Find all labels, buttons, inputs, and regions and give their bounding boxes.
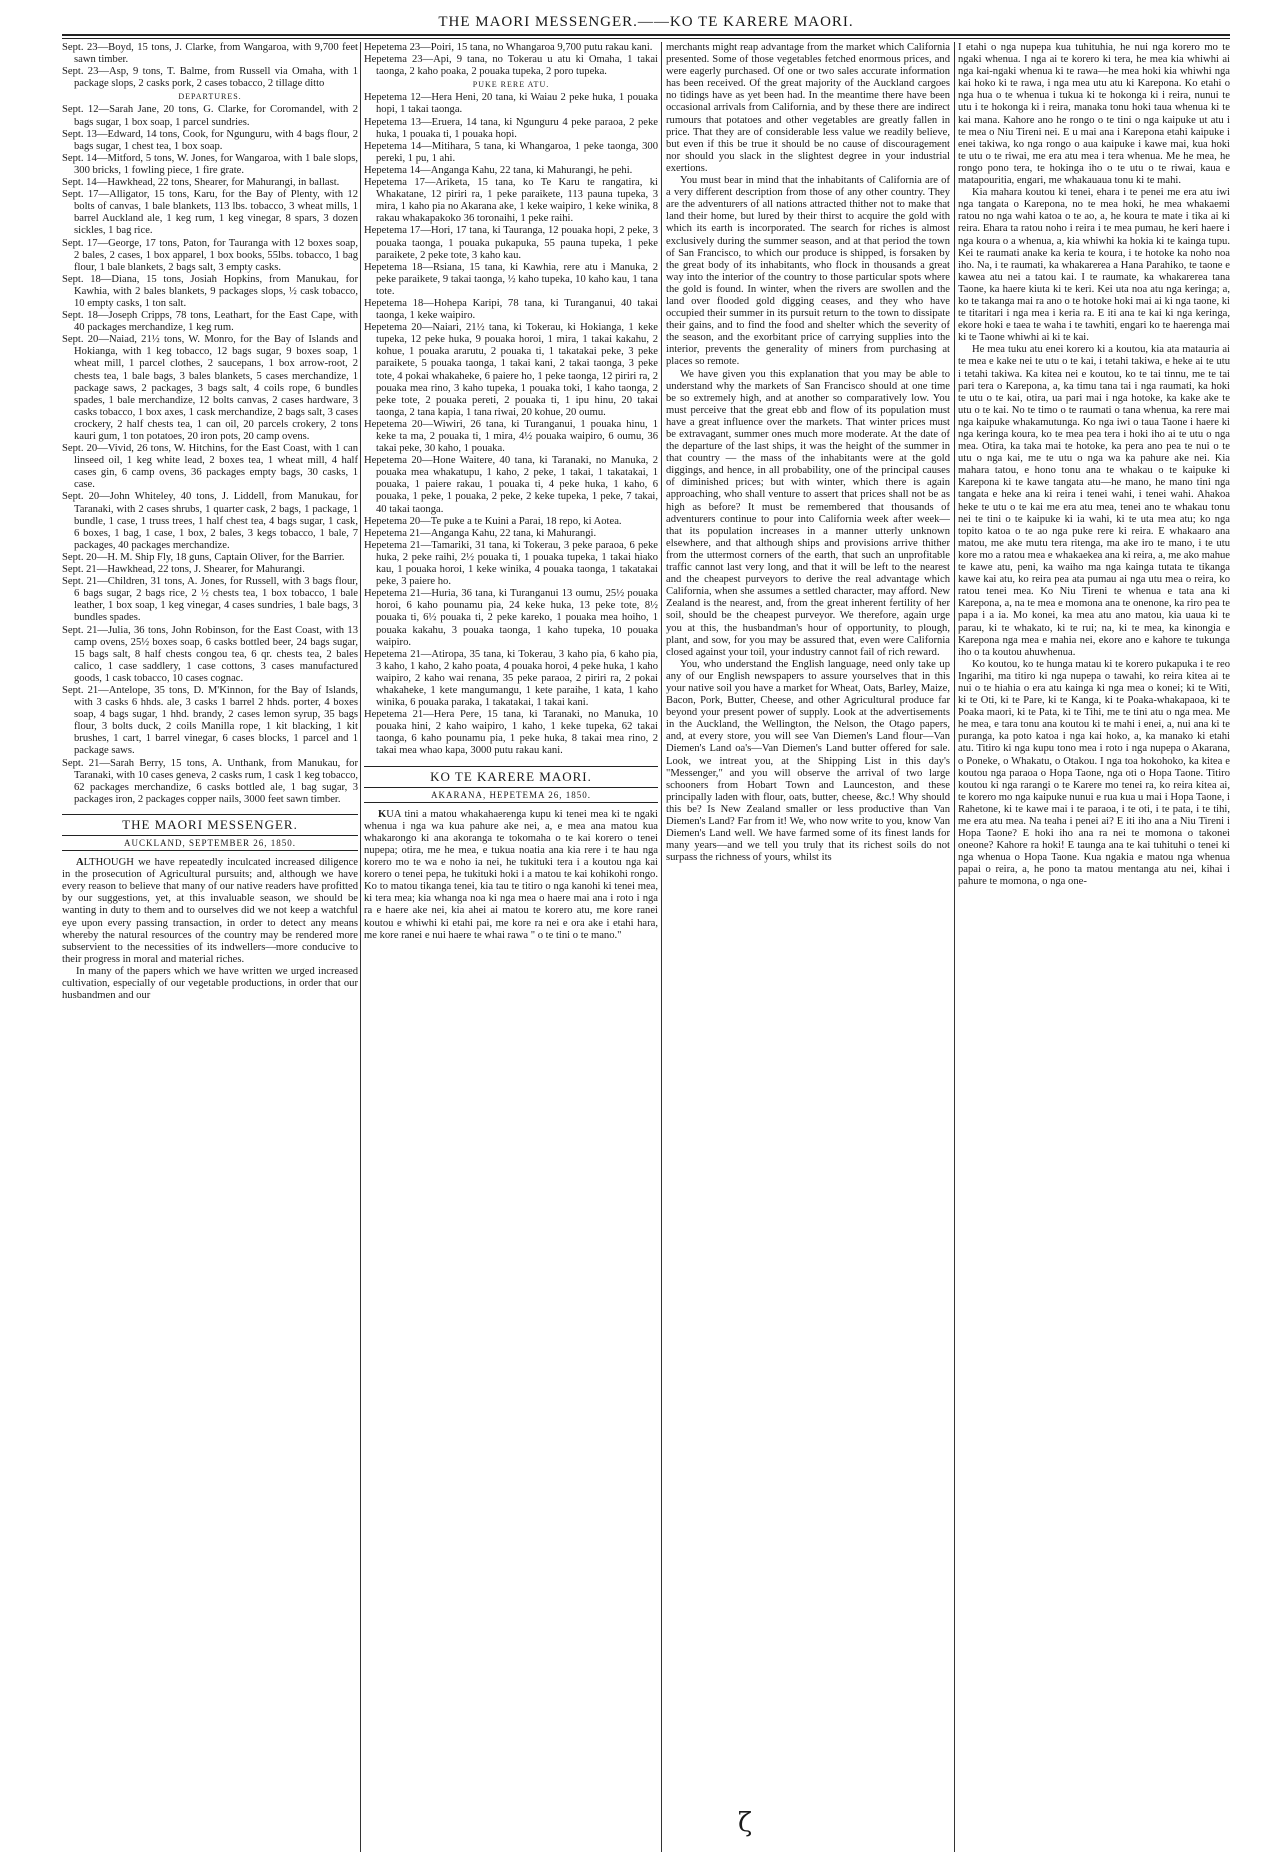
shipping-entry: Sept. 23—Asp, 9 tons, T. Balme, from Russell via Omaha, with 1 package slops, 2 casks pork, 2 cases tobacco, 2 tillage ditto [62, 66, 358, 90]
shipping-entry: Hepetema 21—Anganga Kahu, 22 tana, ki Mahurangi. [364, 527, 597, 539]
shipping-entry: Sept. 21—Sarah Berry, 15 tons, A. Unthank, from Manukau, for Taranaki, with 10 cases geneva, 2 casks rum, 1 cask 1 keg tobacco, 62 packages merchandize, 6 casks bottled ale, 1 bag sugar, 3 packages iron, 2 packages copper nails, 3000 feet sawn timber. [62, 757, 358, 805]
shipping-entry: Hepetema 13—Eruera, 14 tana, ki Ngunguru 4 peke paraoa, 2 peke huka, 1 pouaka ti, 1 pouaka hopi. [364, 116, 658, 140]
shipping-entry: Sept. 17—George, 17 tons, Paton, for Tauranga with 12 boxes soap, 2 bales, 2 cases, 1 box apparel, 1 box books, 55lbs. tobacco, 1 bag flour, 1 bale blankets, 2 bags salt, 3 empty casks. [62, 237, 358, 273]
masthead-maori [364, 766, 658, 803]
masthead-dateline: AKARANA, HEPETEMA 26, 1850. [364, 787, 658, 803]
shipping-entry: Sept. 20—Naiad, 21½ tons, W. Monro, for the Bay of Islands and Hokianga, with 1 keg tobacco, 12 bags sugar, 9 boxes soap, 1 wheat mill, 1 parcel clothes, 2 saucepans, 1 box arrow-root, 2 chests tea, 1 bale bags, 3 bales blankets, 5 cases merchandize, 1 package saws, 2 packages, 3 bags salt, 4 coils rope, 6 bundles spades, 1 bale merchandize, 12 bolts canvas, 2 cases hardware, 3 casks tobacco, 1 box axes, 1 cask merchandize, 2 bags salt, 3 cases crockery, 2 half chests tea, 1 can oil, 20 parcels crokery, 2 tons kauri gum, 1 ton potatoes, 20 iron pots, 20 camp ovens. [62, 334, 358, 442]
editorial-paragraph: Ko koutou, ko te hunga matau ki te korero pukapuka i te reo Ingarihi, ma titiro ki nga nupepa o tawahi, ko reira kitea ai te nui o te hiahia o era atu kainga ki nga mea o konei; ki te Witi, ki te Oti, ki te Pare, ki te Kanga, ki te Poaka-whakapaoa, ki te Poaka maori, ki te Pata, ki te Tihi, me te tini atu o nga mea. Me he mea, e tara tonu ana koutou ki te mahi i enei, a, nui ana ki te puranga, ka poto katoa i nga kai hoko, a, ka manako ki etahi atu. Titiro ki nga kupu tono mea i roto i nga nupepa o Akarana, o Poneke, o Whakatu, o Otakou. I nga toa hokohoko, ka kitea e koutou nga paraoa o Hopa Taone, nga oti o Hopa Taone. Titiro koutou ki nga rarangi o te Karere mo tenei ra, ko reira kitea ai, te korero mo nga kaipuke nunui e rua kua u mai i Hopa Taone, i Rahetone, ki te kawe mai i te paraoa, i te oti, i te pata, i te tihi, me era atu mea. Na teaha i penei ai? E iti iho ana a Niu Tireni i Hopa Taone? E hoki iho ana ra nei te momona o takonei oneone? Kahore ra hoki! E taunga ana te kai tuhituhi o tenei ki nga whenua o Hopa Taone. Kua ngakia e matou nga whenua papai o reira, a, he pono ta matou mentanga atu nei, kihai i pahure te momona, o nga one- [958, 658, 1230, 888]
shipping-entry: Sept. 14—Mitford, 5 tons, W. Jones, for Wangaroa, with 1 bale slops, 300 bricks, 1 fowling piece, 1 fire grate. [62, 152, 358, 176]
shipping-entry: Hepetema 17—Hori, 17 tana, ki Tauranga, 12 pouaka hopi, 2 peke, 3 pouaka taonga, 1 pouaka pukapuka, 55 pauna tupeka, 1 peke paraikete, 2 peke tote, 3 kaho kau. [364, 225, 658, 261]
shipping-entry: Sept. 13—Edward, 14 tons, Cook, for Ngunguru, with 4 bags flour, 2 bags sugar, 1 chest tea, 1 box soap. [62, 128, 358, 152]
masthead-english [62, 814, 358, 851]
shipping-entry: Hepetema 12—Hera Heni, 20 tana, ki Waiau 2 peke huka, 1 pouaka hopi, 1 takai taonga. [364, 92, 658, 116]
header-rule [62, 34, 1230, 39]
masthead-title: THE MAORI MESSENGER. [122, 816, 298, 832]
shipping-entry: Hepetema 20—Hone Waitere, 40 tana, ki Taranaki, no Manuka, 2 pouaka mea whakatupu, 1 kaho, 2 peke, 1 takai, 1 takatakai, 1 pouaka, 1 paiere rakau, 1 pouaka ti, 4 peke huka, 1 kaho, 6 pouaka, 1 peke, 1 pouaka, 2 peke, 2 keke tupeka, 1 peke, 7 takai, 40 takai taonga. [364, 455, 658, 515]
shipping-entry: Hepetema 21—Huria, 36 tana, ki Turanganui 13 oumu, 25½ pouaka horoi, 6 kaho pounamu pia, 24 keke huka, 13 peke tote, 8½ pouaka ti, 6½ pouaka ti, 2 peke kareko, 1 pouaka mea hoiho, 1 pouaka kakahu, 3 pouaka taonga, 1 kaho tupeka, 10 pouaka waipiro. [364, 588, 658, 648]
shipping-entry: Sept. 23—Boyd, 15 tons, J. Clarke, from Wangaroa, with 9,700 feet sawn timber. [62, 42, 358, 66]
shipping-entry: Hepetema 18—Rsiana, 15 tana, ki Kawhia, rere atu i Manuka, 2 peke paraikete, 9 takai taonga, ½ kaho tupeka, 10 kaho kau, 1 tana tote. [364, 261, 658, 297]
departures-heading: DEPARTURES. [178, 92, 242, 102]
departures-list [62, 104, 358, 805]
shipping-entry: Sept. 20—John Whiteley, 40 tons, J. Liddell, from Manukau, for Taranaki, with 2 cases shrubs, 1 quarter cask, 2 bags, 1 package, 1 bundle, 1 case, 1 truss trees, 1 half chest tea, 4 bags sugar, 1 cask, 6 boxes, 1 bag, 1 case, 1 box, 2 bales, 3 kegs tobacco, 1 bale, 7 packages, 40 packages merchandize. [62, 491, 358, 551]
shipping-entry: Hepetema 20—Wiwiri, 26 tana, ki Turanganui, 1 pouaka hinu, 1 keke ta ma, 2 pouaka ti, 1 mira, 4½ pouaka waipiro, 6 oumu, 36 takai peke, 30 kaho, 1 pouaka. [364, 418, 658, 455]
column-english-shipping [62, 42, 358, 1852]
masthead-dateline: AUCKLAND, SEPTEMBER 26, 1850. [62, 835, 358, 851]
newspaper-page [62, 12, 1230, 1852]
editorial-paragraph: I etahi o nga nupepa kua tuhituhia, he nui nga korero mo te ngaki whenua. I nga ai te korero ki tera, he mea kia whiwhi ai nga kai-ngaki whenua ki te rawa—he mea hoki kia whiwhi nga kai hoko ki te rawa, i nga mea utu atu ki Karepona. Ko etahi o nga hua o te whenua i tukua ki te hokonga ki i reira, nunui te utu i te hokonga ki i reira, manaka tonu hoki taua whenua ki te kai mana. Kahore ano he rongo o te tini o nga kaipuke ut atu i te mea o Niu Tireni nei. E u mai ana i Karepona etahi kaipuke i enei takiwa, ko nga rongo o aua kaipuke i kawe mai, kua hoki te utu o te riwai, me era atu mea i tera whenua. Me he mea, he rongo pono tera, te hokinga iho o te utu o te riwai, kaua e matapouritia, engari, me whakauaua tonu ki te mahi. [958, 42, 1230, 187]
departures-heading: PUKE RERE ATU. [472, 80, 550, 90]
shipping-entry: Hepetema 23—Api, 9 tana, no Tokerau u atu ki Omaha, 1 takai taonga, 2 kaho poaka, 2 pouaka tupeka, 2 poro tupeka. [364, 54, 658, 78]
editorial-paragraph: ALTHOUGH we have repeatedly inculcated increased diligence in the prosecution of Agricultural pursuits; and, although we have every reason to believe that many of our native readers have profitted by our suggestions, yet, at this invaluable season, we should be wanting in duty to them and to ourselves did we not keep a watchful eye upon every passing transaction, in order to detect any means whereby the natural resources of the country may be rendered more subservient to the necessities of its indwellers—more conducive to their progress in moral and material riches. [62, 857, 358, 965]
shipping-entry: Hepetema 14—Mitihara, 5 tana, ki Whangaroa, 1 peke taonga, 300 pereki, 1 pu, 1 ahi. [364, 140, 658, 164]
arrivals-list [62, 42, 358, 90]
shipping-entry: Sept. 17—Alligator, 15 tons, Karu, for the Bay of Plenty, with 12 bolts of canvas, 1 bale blankets, 113 lbs. tobacco, 3 wheat mills, 1 barrel Auckland ale, 1 keg rum, 1 keg vinegar, 8 spars, 3 dozen sickles, 1 bag rice. [62, 189, 358, 237]
shipping-entry: Sept. 18—Diana, 15 tons, Josiah Hopkins, from Manukau, for Kawhia, with 2 bales blankets, 9 packages slops, ½ cask tobacco, 10 empty casks, 1 ton salt. [62, 273, 358, 309]
column-maori-shipping [364, 42, 658, 1852]
shipping-entry: Hepetema 17—Ariketa, 15 tana, ko Te Karu te rangatira, ki Whakatane, 12 piriri ra, 1 peke paraikete, 113 pauna tupeka, 3 mira, 1 kaho pia no Akarana ake, 1 keke waipiro, 1 keke winika, 8 rakau whakapakoko 36 toronaihi, 1 peke raihi. [364, 177, 658, 225]
shipping-entry: Sept. 21—Hawkhead, 22 tons, J. Shearer, for Mahurangi. [62, 564, 305, 576]
shipping-entry: Sept. 20—Vivid, 26 tons, W. Hitchins, for the East Coast, with 1 can linseed oil, 1 keg white lead, 2 boxes tea, 1 wheat mill, 4 half cases gin, 6 camp ovens, 36 packages empty bags, 30 casks, 1 case. [62, 443, 358, 491]
ink-mark-icon: ζ [738, 1808, 753, 1838]
shipping-entry: Hepetema 20—Te puke a te Kuini a Parai, 18 repo, ki Aotea. [364, 515, 622, 527]
editorial-paragraph: In many of the papers which we have written we urged increased cultivation, especially of our vegetable productions, in order that our husbandmen and our [62, 965, 358, 1002]
editorial-paragraph: He mea tuku atu enei korero ki a koutou, kia ata matauria ai te mea e kake nei te utu o te kai, i tetahi takiwa, e heke ai te utu i tetahi takiwa. Ka kitea nei e koutou, ko te tai tinnu, me te tai pari tera o Karepona, a, ka timu tana tai i nga raumati, ka hoki te utu o te kai, otira, ua pari mai i nga hotoke, ka kake ake te utu o te kai. No te timo o te raumati o tana whenua, ka rere mai nga kaipuke whakamutunga. Ko nga iwi o taua Taone i haere ki nga keringa koura, ko te mea pea tera i hoki iho ai te utu o nga mea. Otira, ka taka mai te hotoke, ka pera ano pea te nui o te utu o nga kai, me te utu o nga wa ka pahure ake nei. Kia mahara tatou, e hono tonu ana te whakau o te kaipuke ki Karepona ki te kawe tangata atu—he mano, he mano tini nga tangata e heke ana ki reira i tenei wahi, i tenei wahi. Ahakoa heke te utu o te kai me era atu mea, tenei ano te whakau tonu nei te tini o te kaipuke ki ia wahi, ki te uta mea atu; ko nga topito katoa o te ao nga puke rere ki reira. E whakaaro ana matou, me ake mutu tera ritenga, ma ake iro te mano, i te utu kore mo a ratou mea e whakaekea ana ki reira, a, me ako mahue te kawe atu, peni, ka waiho ma nga kainga tutata te tikanga kawe kai atu, ko reira pea ata pumau ai nga utu mea o reira, ko ratou tenei mea. Ko Niu Tireni te whenua e tata ana ki Karepona, a, na te mea e momona ana te onenone, ka riro pea te papa i a ia. Mo konei, ka mea atu ano matou, kia uaua ki te parau, ki te whakato, ki te rui; na, ki te mea, ka kinongia e Karepona nga mea e mahia nei, ekore ano e kahore te tukunga iho o ta koutou ahuwhenua. [958, 344, 1230, 658]
editorial-paragraph: We have given you this explanation that you may be able to understand why the markets of San Francisco should at one time be so extremely high, and at another so comparatively low. You must perceive that the great ebb and flow of its population must have a great influence over the markets. That winter prices must be extravagant, summer ones much more moderate. At the date of the departure of the last ships, it was the height of the summer in that country — the mass of the inhabitants were at the gold diggings, and hence, in all probability, one of the principal causes of diminished prices; but with winter, which there is again approaching, who shall venture to assert that prices shall not be as high as before? It must be remembered that thousands of adventurers continue to pour into California week after week—that its population increases in a manner utterly unknown elsewhere, and that although ships and provisions arrive thither from the uttermost corners of the earth, that such an unprofitable traffic cannot last very long, and that it will be left to the nearest and the cheapest purveyors to derive the real advantage which California, when she assumes a settled character, may afford. New Zealand is the nearest, and, from the great inherent fertility of her soil, should be the cheapest purveyor. We therefore, again urge you at this, the husbandman's hour of opportunity, to plough, plant, and sow, for you may be assured that, even were California closed against your toil, your industry cannot fail of rich reward. [666, 368, 950, 658]
column-rule [954, 42, 955, 1852]
masthead-title: KO TE KARERE MAORI. [430, 768, 592, 784]
shipping-entry: Hepetema 14—Anganga Kahu, 22 tana, ki Mahurangi, he pehi. [364, 164, 633, 176]
shipping-entry: Sept. 14—Hawkhead, 22 tons, Shearer, for Mahurangi, in ballast. [62, 177, 340, 189]
shipping-entry: Sept. 18—Joseph Cripps, 78 tons, Leathart, for the East Cape, with 40 packages merchandize, 1 keg rum. [62, 310, 358, 334]
shipping-entry: Hepetema 21—Atiropa, 35 tana, ki Tokerau, 3 kaho pia, 6 kaho pia, 3 kaho, 1 kaho, 2 kaho poata, 4 pouaka horoi, 4 peke huka, 1 kaho waipiro, 2 kaho wai renana, 35 peke paraoa, 2 piriri ra, 2 pokai whakaheke, 1 kete mangumangu, 1 kete paraihe, 1 kata, 1 kaho winika, 6 pouaka paraka, 1 takatakai, 1 takai kani. [364, 648, 658, 709]
running-header: THE MAORI MESSENGER.——KO TE KARERE MAORI. [438, 14, 854, 30]
column-english-editorial [666, 42, 950, 1852]
editorial-paragraph: Kia mahara koutou ki tenei, ehara i te penei me era atu iwi nga tangata o Karepona, no te mea hoki, he mea whakaemi ratou no nga wahi katoa o te ao, a, he koura te mate i tika ai ki reira. Ehara ta ratou noho i reira i te mea pumau, he keri haere i nga koura o a whenua, a, kia whiwhi ka hokia ki te kainga tupu. Kei te raumati anake ka keria te koura, i te hotoke ka noho noa iho. Na, i te raumati, ka whakarerea a Hana Parahiko, te taone e kawea atu nei a tatou kai. I te raumate, ka whakarerea tana Taone, ka haere kiuta ki te keri. Kei uta noa atu nga keringa; a, ko te takanga mai ra ano o te hotoke hoki mai ai ki nga taone, ki te titaritari i nga mea i keria ra. E iti ana te kai ki nga keringa, ekore hoki e taea te waha i te tawhiti, engari ko te haerenga mai ki te Taone whiwhi ai ki te kai. [958, 187, 1230, 344]
column-rule [661, 42, 662, 1852]
shipping-entry: Hepetema 21—Hera Pere, 15 tana, ki Taranaki, no Manuka, 10 pouaka hini, 2 kaho waipiro, 1 kaho, 1 keke tupeka, 62 takai taonga, 6 kaho pounamu pia, 1 peke huka, 8 takai mea rino, 2 takai mea whao kapa, 3000 putu rakau kani. [364, 709, 658, 757]
columns [62, 42, 1230, 1852]
editorial-paragraph: You must bear in mind that the inhabitants of California are of a very different description from those of any other country. They are the adventurers of all nations attracted thither not to make that land their home, but lured by their thirst to acquire the gold with which its earth is incorporated. The search for riches is almost exclusively during the summer season, and at that period the town of San Francisco, to which our produce is shipped, is forsaken by the great body of its inhabitants, who flock in thousands a great way into the interior of the country to those particular spots where the gold is found. In winter, when the rivers are swollen and the land over flooded gold digging ceases, and they who have occupied their summer in its pursuit return to the town to dissipate their gains, and to find the food and shelter which the severity of the season, and the exorbitant price of carrying supplies into the interior, prevents the generality of miners from purchasing at places so remote. [666, 175, 950, 368]
shipping-entry: Hepetema 21—Tamariki, 31 tana, ki Tokerau, 3 peke paraoa, 6 peke huka, 2 peke raihi, 2½ pouaka ti, 1 pouaka tupeka, 1 takai hiako kau, 1 pouaka horoi, 1 keke winika, 4 pouaka taonga, 1 takatakai peke, 3 paiere ho. [364, 539, 658, 588]
shipping-entry: Hepetema 20—Naiari, 21½ tana, ki Tokerau, ki Hokianga, 1 keke tupeka, 12 peke huka, 9 pouaka horoi, 1 mira, 1 takai kakahu, 2 kohue, 1 pouaka ararutu, 2 pouaka ti, 1 takatakai peke, 3 peke paraikete, 5 pouaka taonga, 1 takai kani, 2 takai taonga, 3 peke tote, 4 pokai whakaheke, 6 paiere ho, 1 peke taonga, 12 piriri ra, 2 pouaka mea rino, 3 kaho tupeka, 1 pouaka toki, 1 kaho taonga, 2 peke tote, 2 pouaka pereti, 2 pouaka ti, 1 ipu hinu, 20 takai taonga, 2 tana kapia, 1 tana riwai, 20 kohue, 20 oumu. [364, 322, 658, 418]
shipping-entry: Hepetema 18—Hohepa Karipi, 78 tana, ki Turanganui, 40 takai taonga, 1 keke waipiro. [364, 297, 658, 322]
column-maori-editorial [958, 42, 1230, 1852]
shipping-entry: Sept. 21—Children, 31 tons, A. Jones, for Russell, with 3 bags flour, 6 bags sugar, 2 bags rice, 2 ½ chests tea, 1 box tobacco, 1 bale leather, 1 box soap, 1 keg vinegar, 4 cases sundries, 1 bale bags, 3 bundles spades. [62, 576, 358, 624]
shipping-entry: Sept. 12—Sarah Jane, 20 tons, G. Clarke, for Coromandel, with 2 bags sugar, 1 box soap, 1 parcel sundries. [62, 104, 358, 128]
editorial-paragraph: merchants might reap advantage from the market which California presented. Some of those vegetables fetched enormous prices, and were eagerly purchased. Of one or two sales accurate information has been received. Of the great majority of the Auckland cargoes no tidings have as yet been had. In the meantime there have been occasional arrivals from California, and by these there are indirect rumours that potatoes and other vegetables are greatly fallen in price. That they are of considerable less value we readily believe, but even if this be true it should be no cause of discouragement nor should you slack in the slightest degree in your industrial exertions. [666, 42, 950, 174]
shipping-entry: Sept. 21—Julia, 36 tons, John Robinson, for the East Coast, with 13 camp ovens, 25½ boxes soap, 6 casks bottled beer, 24 bags sugar, 15 bags salt, 8 half chests congou tea, 6 qr. chests tea, 2 bales calico, 1 case saddlery, 1 case cottons, 3 cases manufactured goods, 1 cask tobacco, 10 cases cognac. [62, 624, 358, 684]
departures-list [364, 92, 658, 757]
editorial-paragraph: KUA tini a matou whakahaerenga kupu ki tenei mea ki te ngaki whenua i nga wa kua pahure ake nei, a, e mea ana matou kua whakarongo ki ana akoranga te tokomaha o te kai korero o tenei nupepa; otira, me he mea, e tukua noatia ana kia rere i te hau nga korero mo te wa e noho ia nei, he tukituki tera i a koutou nga kai korero o tenei pepa, he tukituki hoki i a matou te kai kohikohi rongo. Ko to matou tikanga tenei, kia tau te titiro o nga kanohi ki tenei mea, ki tera mea; kia whanga noa ki nga mea o haere mai ana i roto i nga ra e haere ake nei, kia ahei ai matou te korero atu, me kore ranei koutou e whiwhi ki etahi pai, me kore ra nei e ora ake i etahi hara, me kore ranei e nui haere te whai rawa " o te tini o te mano." [364, 808, 658, 941]
column-rule [360, 42, 361, 1852]
shipping-entry: Sept. 21—Antelope, 35 tons, D. M'Kinnon, for the Bay of Islands, with 3 casks 6 hhds. ale, 3 casks 1 barrel 2 hhds. porter, 4 boxes soap, 4 bags sugar, 1 hhd. brandy, 2 cases lemon syrup, 35 bags flour, 3 bolts duck, 2 coils Manilla rope, 1 kit blacking, 1 kit brushes, 1 cart, 1 barrel vinegar, 6 cases blocks, 1 parcel and 1 package saws. [62, 684, 358, 757]
shipping-entry: Sept. 20—H. M. Ship Fly, 18 guns, Captain Oliver, for the Barrier. [62, 551, 345, 563]
shipping-entry: Hepetema 23—Poiri, 15 tana, no Whangaroa 9,700 putu rakau kani. [364, 42, 653, 53]
editorial-paragraph: You, who understand the English language, need only take up any of our English newspapers to assure yourselves that in this your native soil you have a market for Wheat, Oats, Barley, Maize, Bacon, Pork, Butter, Cheese, and other Agricultural produce far beyond your present power of supply. Look at the advertisements in the Auckland, the Wellington, the Nelson, the Otago papers, and, at every store, you will see Van Diemen's Land flour—Van Diemen's Land oa's—Van Diemen's Land butter offered for sale. Look, we intreat you, at the Shipping List in this day's "Messenger," and you will observe the arrival of two large schooners from Hobart Town and Launceston, and these principally laden with flour, oats, butter, cheese, &c.! Why should this be? Is New Zealand smaller or less productive than Van Diemen's Land? Far from it! We, who now write to you, know Van Diemen's Land well. We have farmed some of its finest lands for many years—and we tell you truly that its richest soils do not surpass the richness of yours, whilst its [666, 658, 950, 864]
arrivals-list [364, 42, 658, 78]
